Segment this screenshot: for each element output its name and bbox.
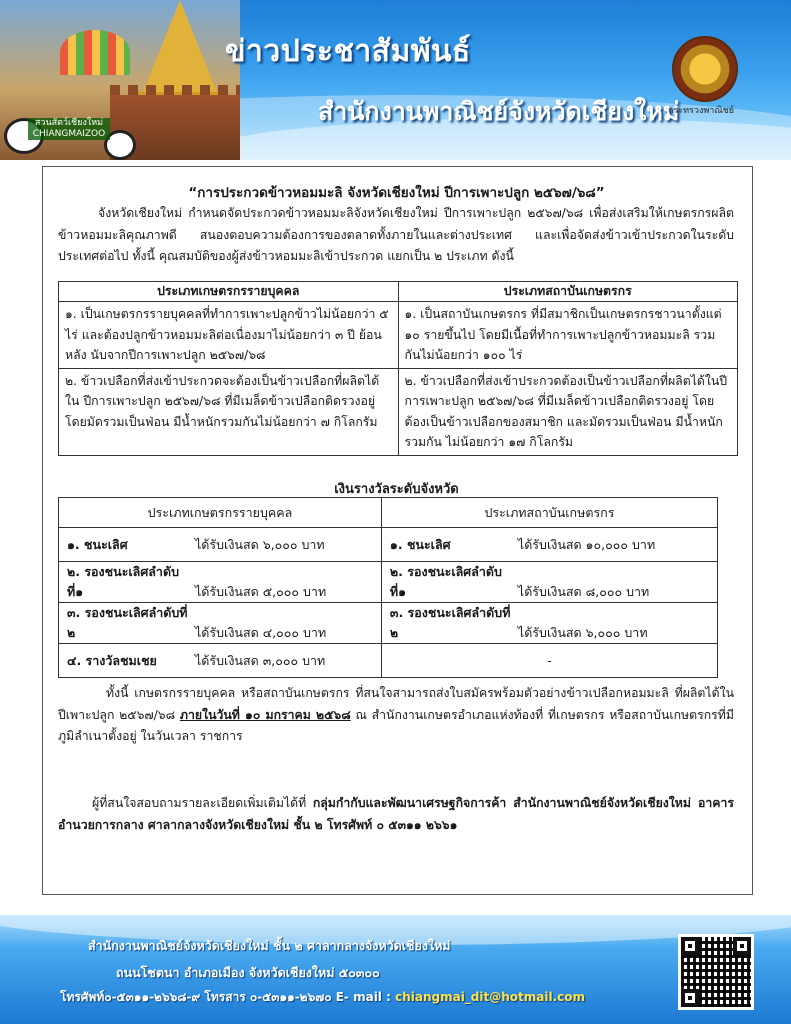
- footer-address-line: สำนักงานพาณิชย์จังหวัดเชียงใหม่ ชั้น ๒ ศาลากลางจังหวัดเชียงใหม่: [88, 938, 451, 953]
- table-cell-empty: -: [381, 644, 717, 678]
- application-text: ณ สำนักงานเกษตรอำเภอแห่งท้องที่ ที่เกษตรกร หรือสถาบันเกษตรกรที่มีภูมิลำเนาตั้งอยู่ ในวันเวลา ราชการ: [58, 707, 734, 743]
- table-cell: [59, 562, 382, 603]
- table-row: [59, 528, 718, 562]
- prize-rank: ๓. รองชนะเลิศลำดับที่ ๒: [389, 605, 511, 640]
- prize-amount: ได้รับเงินสด ๑๐,๐๐๐ บาท: [517, 536, 656, 552]
- intro-paragraph: จังหวัดเชียงใหม่ กำหนดจัดประกวดข้าวหอมมะลิจังหวัดเชียงใหม่ ปีการเพาะปลูก ๒๕๖๗/๖๘ เพื่อส่งเสริมให้เกษตรกรผลิตข้าวหอมมะลิคุณภาพดี สนองตอบความต้องการของตลาดทั้งภายในและต่างประเทศ และเพื่อจัดส่งข้าวเข้าประกวดในระดับประเทศต่อไป ทั้งนี้ คุณสมบัติของผู้ส่งข้าวหอมมะลิเข้าประกวด แยกเป็น ๒ ประเภท ดังนี้: [58, 206, 734, 263]
- table-cell: ๒. ข้าวเปลือกที่ส่งเข้าประกวดจะต้องเป็นข้าวเปลือกที่ผลิตได้ใน ปีการเพาะปลูก ๒๕๖๗/๖๘ ที่มีเมล็ดข้าวเปลือกติดรวงอยู่โดยมัดรวมเป็นฟ่อน มีน้ำหนักรวมกันไม่น้อยกว่า ๗ กิโลกรัม: [59, 368, 399, 455]
- contact-text: ผู้ที่สนใจสอบถามรายละเอียดเพิ่มเติมได้ที่: [92, 796, 307, 810]
- prize-rank: ๒. รองชนะเลิศลำดับที่๑: [67, 564, 180, 599]
- table-cell: ๒. ข้าวเปลือกที่ส่งเข้าประกวดต้องเป็นข้าวเปลือกที่ผลิตได้ในปีการเพาะปลูก ๒๕๖๗/๖๘ ที่มีเมล็ดข้าวเปลือกติดรวงอยู่ โดยต้องเป็นข้าวเปลือกของสมาชิก และมัดรวมเป็นฟ่อน มีน้ำหนักรวมกัน ไม่น้อยกว่า ๑๗ กิโลกรัม: [398, 368, 738, 455]
- table-row: [59, 644, 718, 678]
- footer-phone: โทรศัพท์๐-๕๓๑๑-๒๖๖๘-๙ โทรสาร ๐-๕๓๑๑-๒๖๗๐ E- mail :: [60, 990, 391, 1004]
- application-text: ทั้งนี้ เกษตรกรรายบุคคล หรือสถาบันเกษตรกร ที่สนใจสามารถส่งใบสมัครพร้อมตัวอย่างข้าวเปลือกหอมมะลิ ที่ผลิตได้ในปีเพาะปลูก ๒๕๖๗/๖๘: [58, 686, 734, 722]
- table-cell: ๑. เป็นสถาบันเกษตรกร ที่มีสมาชิกเป็นเกษตรกรชาวนาตั้งแต่ ๑๐ รายขึ้นไป โดยมีเนื้อที่ทำการเพาะปลูกข้าวหอมมะลิ รวมกันไม่น้อยกว่า ๑๐๐ ไร่: [398, 302, 738, 369]
- qr-code-pattern: [681, 937, 751, 1007]
- contact-paragraph: [58, 793, 734, 836]
- ministry-logo-label: กระทรวงพาณิชย์: [668, 106, 735, 116]
- prize-rank: ๓. รองชนะเลิศลำดับที่ ๒: [67, 605, 188, 640]
- application-paragraph: [58, 683, 734, 748]
- prize-rank: ๑. ชนะเลิศ: [67, 536, 128, 552]
- footer-contact-line: [60, 988, 585, 1007]
- prize-rank: ๒. รองชนะเลิศลำดับที่๑: [389, 564, 502, 599]
- column-header: ประเภทสถาบันเกษตรกร: [381, 498, 717, 528]
- header-banner: [0, 0, 791, 160]
- table-header-row: [59, 282, 738, 302]
- footer-address-line: ถนนโชตนา อำเภอเมือง จังหวัดเชียงใหม่ ๕๐๓๐๐: [116, 965, 380, 980]
- footer-email-link[interactable]: chiangmai_dit@hotmail.com: [395, 990, 586, 1004]
- prize-amount: ได้รับเงินสด ๖,๐๐๐ บาท: [195, 536, 325, 552]
- qr-corner-marker: [681, 937, 699, 955]
- table-row: [59, 302, 738, 369]
- table-cell: [59, 644, 382, 678]
- banner-subtitle: สำนักงานพาณิชย์จังหวัดเชียงใหม่: [318, 97, 680, 126]
- column-header: ประเภทเกษตรกรรายบุคคล: [59, 498, 382, 528]
- prize-amount: ได้รับเงินสด ๓,๐๐๐ บาท: [195, 652, 326, 668]
- prize-rank: ๑. ชนะเลิศ: [389, 536, 451, 552]
- banner-title: ข่าวประชาสัมพันธ์: [225, 34, 471, 69]
- table-cell: [59, 528, 382, 562]
- umbrella-image: [60, 30, 130, 75]
- ministry-logo: [672, 36, 738, 102]
- prize-amount: ได้รับเงินสด ๘,๐๐๐ บาท: [517, 584, 650, 599]
- qualification-table: [58, 281, 738, 456]
- qr-corner-marker: [681, 989, 699, 1007]
- prize-amount: ได้รับเงินสด ๖,๐๐๐ บาท: [517, 625, 648, 640]
- column-header: ประเภทเกษตรกรรายบุคคล: [59, 282, 399, 302]
- column-header: ประเภทสถาบันเกษตรกร: [398, 282, 738, 302]
- zoo-label: สวนสัตว์เชียงใหม่ CHIANGMAIZOO: [28, 118, 110, 140]
- table-cell: [381, 562, 717, 603]
- table-cell: [381, 528, 717, 562]
- table-row: [59, 368, 738, 455]
- table-row: [59, 562, 718, 603]
- prize-rank: ๔. รางวัลชมเชย: [67, 652, 157, 668]
- prize-amount: ได้รับเงินสด ๔,๐๐๐ บาท: [195, 625, 327, 640]
- document-title: “การประกวดข้าวหอมมะลิ จังหวัดเชียงใหม่ ปีการเพาะปลูก ๒๕๖๗/๖๘”: [188, 185, 605, 201]
- qr-corner-marker: [733, 937, 751, 955]
- application-deadline: ภายในวันที่ ๑๐ มกราคม ๒๕๖๘: [179, 707, 351, 722]
- table-cell: [381, 603, 717, 644]
- prize-section-title: เงินรางวัลระดับจังหวัด: [334, 482, 459, 497]
- qr-code: [678, 934, 754, 1010]
- prize-amount: ได้รับเงินสด ๕,๐๐๐ บาท: [195, 584, 327, 599]
- table-cell: ๑. เป็นเกษตรกรรายบุคคลที่ทำการเพาะปลูกข้าวไม่น้อยกว่า ๕ ไร่ และต้องปลูกข้าวหอมมะลิต่อเนื่องมาไม่น้อยกว่า ๓ ปี ย้อนหลัง นับจากปีการเพาะปลูก ๒๕๖๗/๖๘: [59, 302, 399, 369]
- table-row: [59, 603, 718, 644]
- prize-table: [58, 497, 718, 678]
- contact-office: กลุ่มกำกับและพัฒนาเศรษฐกิจการค้า สำนักงานพาณิชย์จังหวัดเชียงใหม่ อาคารอำนวยการกลาง ศาลากลางจังหวัดเชียงใหม่ ชั้น ๒ โทรศัพท์ ๐ ๕๓๑๑ ๒๖๖๑: [58, 796, 734, 832]
- table-cell: [59, 603, 382, 644]
- table-header-row: [59, 498, 718, 528]
- chiangmai-photo-collage: [0, 0, 240, 160]
